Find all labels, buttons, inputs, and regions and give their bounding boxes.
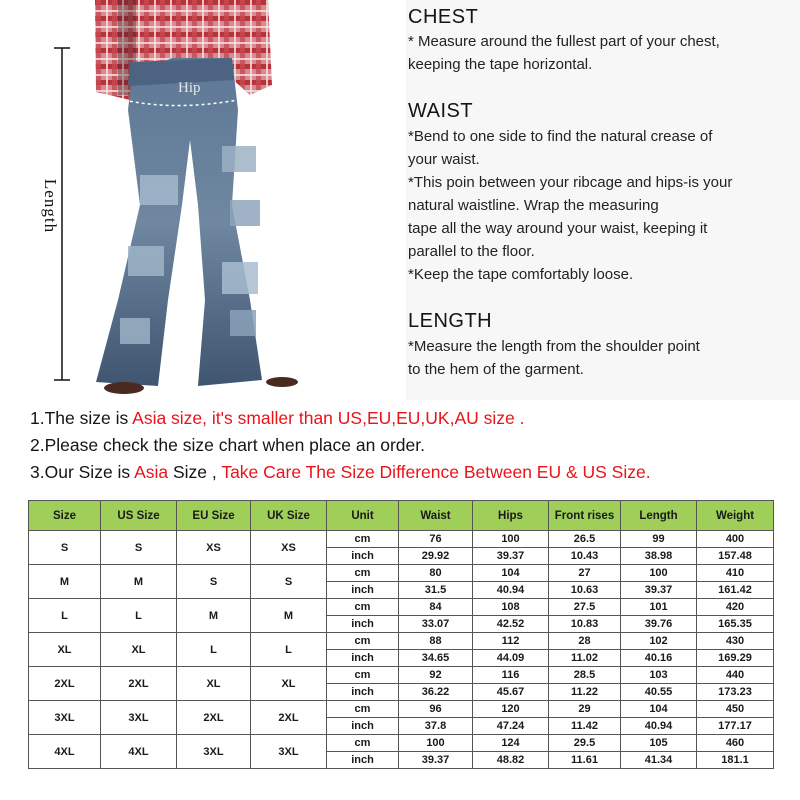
value-cell: 400 bbox=[697, 531, 774, 548]
size-cell: S bbox=[101, 531, 177, 565]
value-cell: 450 bbox=[697, 701, 774, 718]
column-header: US Size bbox=[101, 501, 177, 531]
patch bbox=[222, 262, 258, 294]
note-line-3 bbox=[30, 459, 800, 486]
value-cell: 88 bbox=[399, 633, 473, 650]
table-header-row bbox=[29, 501, 774, 531]
table-row bbox=[29, 735, 774, 752]
value-cell: 40.16 bbox=[621, 650, 697, 667]
unit-cell: cm bbox=[327, 701, 399, 718]
value-cell: 27.5 bbox=[549, 599, 621, 616]
column-header: Front rises bbox=[549, 501, 621, 531]
value-cell: 10.83 bbox=[549, 616, 621, 633]
patch bbox=[128, 246, 164, 276]
value-cell: 29.92 bbox=[399, 548, 473, 565]
table-row bbox=[29, 599, 774, 616]
size-cell: 3XL bbox=[101, 701, 177, 735]
value-cell: 40.94 bbox=[473, 582, 549, 599]
shoe bbox=[266, 377, 298, 387]
patch bbox=[140, 175, 178, 205]
value-cell: 420 bbox=[697, 599, 774, 616]
size-cell: M bbox=[101, 565, 177, 599]
size-cell: 3XL bbox=[251, 735, 327, 769]
size-cell: L bbox=[177, 633, 251, 667]
value-cell: 39.37 bbox=[399, 752, 473, 769]
shoe bbox=[104, 382, 144, 394]
value-cell: 181.1 bbox=[697, 752, 774, 769]
size-cell: XL bbox=[177, 667, 251, 701]
value-cell: 11.22 bbox=[549, 684, 621, 701]
size-cell: L bbox=[251, 633, 327, 667]
value-cell: 100 bbox=[621, 565, 697, 582]
value-cell: 26.5 bbox=[549, 531, 621, 548]
value-cell: 39.76 bbox=[621, 616, 697, 633]
value-cell: 44.09 bbox=[473, 650, 549, 667]
note-text: Size , bbox=[168, 462, 222, 482]
value-cell: 11.61 bbox=[549, 752, 621, 769]
column-header: EU Size bbox=[177, 501, 251, 531]
patch bbox=[120, 318, 150, 344]
value-cell: 108 bbox=[473, 599, 549, 616]
table-row bbox=[29, 667, 774, 684]
note-text: 3.Our Size is bbox=[30, 462, 135, 482]
size-cell: 3XL bbox=[29, 701, 101, 735]
value-cell: 10.63 bbox=[549, 582, 621, 599]
value-cell: 11.02 bbox=[549, 650, 621, 667]
value-cell: 161.42 bbox=[697, 582, 774, 599]
value-cell: 33.07 bbox=[399, 616, 473, 633]
measurement-guide bbox=[406, 0, 800, 400]
size-cell: 4XL bbox=[101, 735, 177, 769]
value-cell: 41.34 bbox=[621, 752, 697, 769]
value-cell: 157.48 bbox=[697, 548, 774, 565]
waist-line: your waist. bbox=[408, 151, 480, 168]
waist-line: parallel to the floor. bbox=[408, 243, 535, 260]
size-cell: XL bbox=[101, 633, 177, 667]
size-cell: XS bbox=[177, 531, 251, 565]
unit-cell: cm bbox=[327, 667, 399, 684]
value-cell: 42.52 bbox=[473, 616, 549, 633]
column-header: Unit bbox=[327, 501, 399, 531]
size-cell: XL bbox=[251, 667, 327, 701]
value-cell: 36.22 bbox=[399, 684, 473, 701]
unit-cell: inch bbox=[327, 616, 399, 633]
table-row bbox=[29, 565, 774, 582]
table-row bbox=[29, 701, 774, 718]
waist-line: *Bend to one side to find the natural crease of bbox=[408, 128, 713, 145]
waist-heading: WAIST bbox=[408, 100, 474, 122]
size-cell: L bbox=[29, 599, 101, 633]
size-notes bbox=[30, 405, 800, 486]
value-cell: 45.67 bbox=[473, 684, 549, 701]
patch bbox=[222, 146, 256, 172]
size-cell: XL bbox=[29, 633, 101, 667]
size-cell: L bbox=[101, 599, 177, 633]
value-cell: 105 bbox=[621, 735, 697, 752]
length-line: to the hem of the garment. bbox=[408, 361, 584, 378]
value-cell: 104 bbox=[621, 701, 697, 718]
value-cell: 440 bbox=[697, 667, 774, 684]
value-cell: 48.82 bbox=[473, 752, 549, 769]
value-cell: 102 bbox=[621, 633, 697, 650]
chest-line: * Measure around the fullest part of your chest, bbox=[408, 33, 720, 50]
value-cell: 40.94 bbox=[621, 718, 697, 735]
unit-cell: cm bbox=[327, 599, 399, 616]
value-cell: 10.43 bbox=[549, 548, 621, 565]
value-cell: 38.98 bbox=[621, 548, 697, 565]
value-cell: 96 bbox=[399, 701, 473, 718]
hip-label: Hip bbox=[178, 80, 201, 96]
value-cell: 28.5 bbox=[549, 667, 621, 684]
size-cell: XS bbox=[251, 531, 327, 565]
value-cell: 76 bbox=[399, 531, 473, 548]
size-cell: M bbox=[29, 565, 101, 599]
value-cell: 92 bbox=[399, 667, 473, 684]
value-cell: 430 bbox=[697, 633, 774, 650]
size-cell: 4XL bbox=[29, 735, 101, 769]
flared-jeans-illustration bbox=[0, 0, 400, 400]
size-cell: M bbox=[177, 599, 251, 633]
value-cell: 460 bbox=[697, 735, 774, 752]
value-cell: 11.42 bbox=[549, 718, 621, 735]
unit-cell: cm bbox=[327, 565, 399, 582]
column-header: Length bbox=[621, 501, 697, 531]
value-cell: 34.65 bbox=[399, 650, 473, 667]
value-cell: 124 bbox=[473, 735, 549, 752]
size-cell: 2XL bbox=[251, 701, 327, 735]
value-cell: 29 bbox=[549, 701, 621, 718]
patch bbox=[230, 310, 256, 336]
unit-cell: cm bbox=[327, 531, 399, 548]
value-cell: 103 bbox=[621, 667, 697, 684]
length-heading: LENGTH bbox=[408, 310, 493, 332]
column-header: UK Size bbox=[251, 501, 327, 531]
size-chart-table bbox=[28, 500, 774, 769]
note-warning: Asia bbox=[134, 462, 169, 482]
product-photo bbox=[0, 0, 400, 400]
value-cell: 37.8 bbox=[399, 718, 473, 735]
note-line-1 bbox=[30, 405, 800, 432]
value-cell: 120 bbox=[473, 701, 549, 718]
column-header: Size bbox=[29, 501, 101, 531]
column-header: Weight bbox=[697, 501, 774, 531]
note-line-2: 2.Please check the size chart when place an order. bbox=[30, 435, 425, 455]
value-cell: 80 bbox=[399, 565, 473, 582]
table-row bbox=[29, 633, 774, 650]
length-line: *Measure the length from the shoulder point bbox=[408, 338, 700, 355]
waist-line: natural waistline. Wrap the measuring bbox=[408, 197, 659, 214]
column-header: Waist bbox=[399, 501, 473, 531]
table-row bbox=[29, 531, 774, 548]
value-cell: 100 bbox=[473, 531, 549, 548]
waist-line: *Keep the tape comfortably loose. bbox=[408, 266, 634, 283]
chest-heading: CHEST bbox=[408, 6, 479, 28]
unit-cell: cm bbox=[327, 633, 399, 650]
value-cell: 99 bbox=[621, 531, 697, 548]
size-cell: 2XL bbox=[177, 701, 251, 735]
size-cell: S bbox=[177, 565, 251, 599]
value-cell: 27 bbox=[549, 565, 621, 582]
length-label: Length bbox=[41, 178, 60, 234]
waist-line: *This poin between your ribcage and hips-is your bbox=[408, 174, 733, 191]
value-cell: 173.23 bbox=[697, 684, 774, 701]
unit-cell: inch bbox=[327, 582, 399, 599]
value-cell: 112 bbox=[473, 633, 549, 650]
size-cell: M bbox=[251, 599, 327, 633]
size-cell: 2XL bbox=[29, 667, 101, 701]
value-cell: 410 bbox=[697, 565, 774, 582]
value-cell: 39.37 bbox=[621, 582, 697, 599]
column-header: Hips bbox=[473, 501, 549, 531]
size-cell: 3XL bbox=[177, 735, 251, 769]
value-cell: 29.5 bbox=[549, 735, 621, 752]
note-warning: Take Care The Size Difference Between EU & US Size. bbox=[221, 462, 651, 482]
value-cell: 40.55 bbox=[621, 684, 697, 701]
unit-cell: inch bbox=[327, 548, 399, 565]
size-cell: S bbox=[29, 531, 101, 565]
value-cell: 47.24 bbox=[473, 718, 549, 735]
value-cell: 177.17 bbox=[697, 718, 774, 735]
chest-line: keeping the tape horizontal. bbox=[408, 56, 593, 73]
waist-line: tape all the way around your waist, keeping it bbox=[408, 220, 708, 237]
unit-cell: inch bbox=[327, 718, 399, 735]
value-cell: 100 bbox=[399, 735, 473, 752]
note-text: 1.The size is bbox=[30, 408, 133, 428]
patch bbox=[230, 200, 260, 226]
size-cell: 2XL bbox=[101, 667, 177, 701]
unit-cell: inch bbox=[327, 752, 399, 769]
unit-cell: inch bbox=[327, 650, 399, 667]
value-cell: 169.29 bbox=[697, 650, 774, 667]
value-cell: 28 bbox=[549, 633, 621, 650]
value-cell: 104 bbox=[473, 565, 549, 582]
value-cell: 84 bbox=[399, 599, 473, 616]
value-cell: 116 bbox=[473, 667, 549, 684]
value-cell: 101 bbox=[621, 599, 697, 616]
size-cell: S bbox=[251, 565, 327, 599]
note-warning: Asia size, it's smaller than US,EU,EU,UK,AU size . bbox=[132, 408, 525, 428]
value-cell: 31.5 bbox=[399, 582, 473, 599]
value-cell: 165.35 bbox=[697, 616, 774, 633]
unit-cell: inch bbox=[327, 684, 399, 701]
unit-cell: cm bbox=[327, 735, 399, 752]
value-cell: 39.37 bbox=[473, 548, 549, 565]
